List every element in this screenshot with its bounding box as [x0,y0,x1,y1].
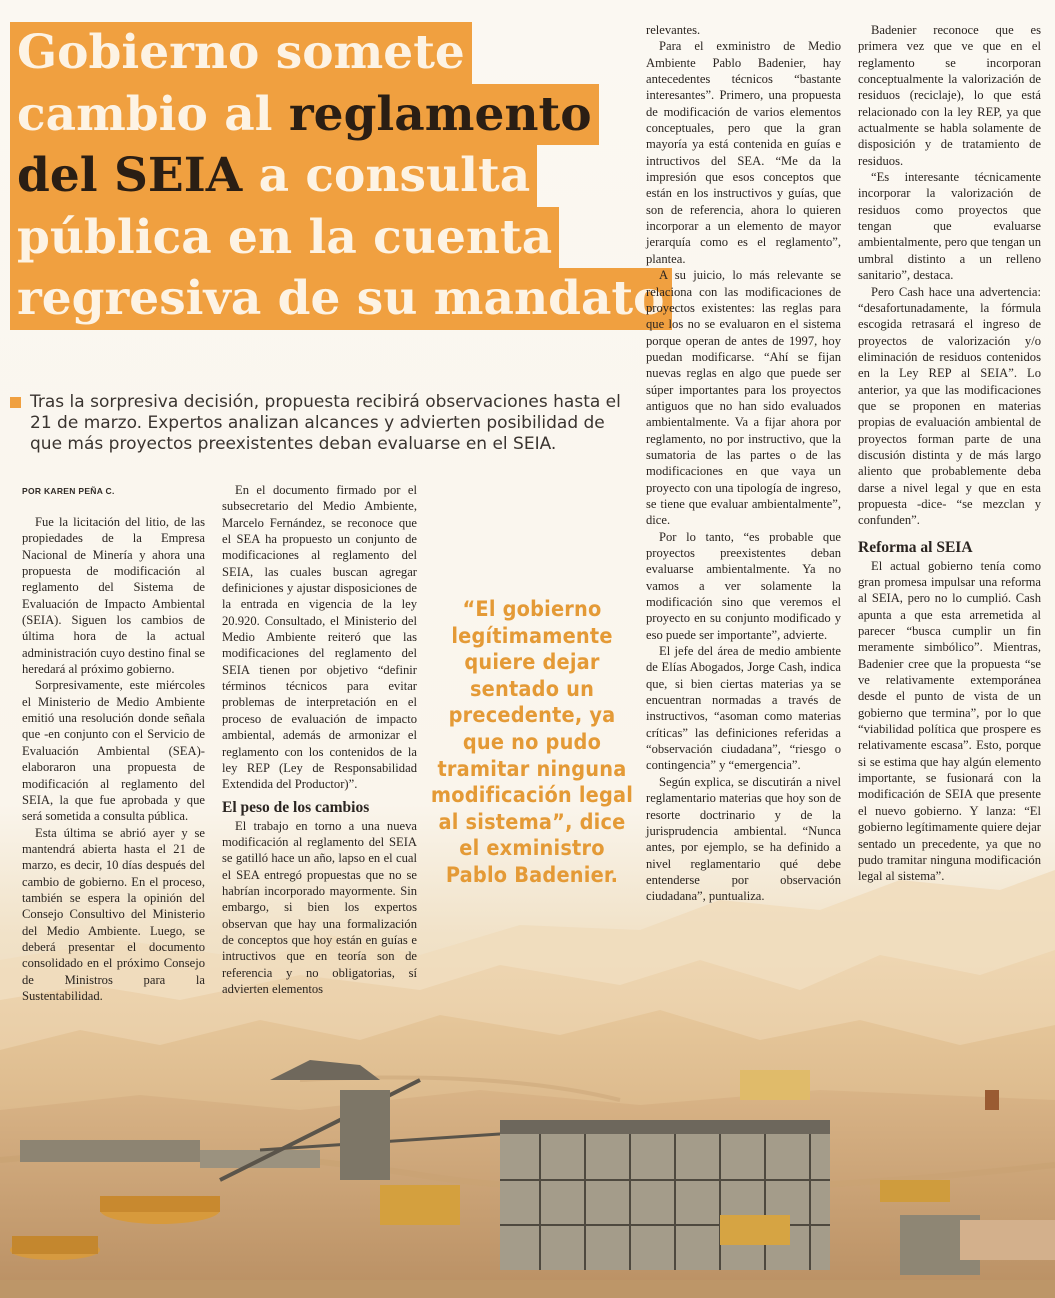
headline-line-3 [10,145,537,207]
paragraph: Por lo tanto, “es probable que proyectos preexistentes deban evaluarse ambientalmente. Ya no vamos a ver solamente la modificación sino que veremos el proyecto en su conjunto modificado y eso puede ser importante”, advierte. [646,529,841,642]
headline-line-2 [10,84,599,146]
headline [10,22,665,330]
paragraph: Pero Cash hace una advertencia: “desafortunadamente, la fórmula escogida retrasará el ingreso de proyectos de valorización y/o eliminación de residuos contenidos en la Ley REP al SEIA”. Lo anterior, ya que las modificaciones que se proponen en materias propias de evaluación ambiental de proyectos forman parte de una discusión distinta y de más largo aliento que probablemente deba darse a nivel legal y que en esta propuesta -dice- “se mezclan y confunden”. [858,284,1041,528]
pull-quote: “El gobierno legítimamente quiere dejar sentado un precedente, ya que no pudo tramitar ninguna modificación legal al sistema”, dice el exministro Pablo Badenier. [430,597,634,888]
paragraph: El actual gobierno tenía como gran promesa impulsar una reforma al SEIA, pero no lo cumplió. Cash apunta a que esta arremetida al parecer “busca cumplir un fin meramente simbólico”. Mientras, Badenier cree que la propuesta “se ve relativamente extemporánea desde el punto de vista de un gobierno que termina”, por lo que “viabilidad política que prospere es relativamente escasa”. Esto, porque si se estima que hay algún elemento importante, se fusionará con la modificación de SEIA que presente el nuevo gobierno. Y lanza: “El gobierno legítimamente quiere dejar sentado un precedente, ya que no pudo tramitar ninguna modificación legal al sistema”. [858,558,1041,884]
headline-line-5: regresiva de su mandato [10,268,672,330]
headline-line-1: Gobierno somete [10,22,472,84]
paragraph: A su juicio, lo más relevante se relaciona con las modificaciones de proyectos existentes: las reglas para que los no se evaluaron en el sistema porque operan de antes de 1997, hoy puedan modificarse. “Ahí se fijan nuevas reglas en algo que puede ser súper importantes para los proyectos antiguos que no han sido evaluados ambientalmente. Va a fijar ahora por reglamento, no por instructivo, que la sumatoria de las partes o de las modificaciones en que vaya un proyecto con una tipología de ingreso, se tiene que evaluar ambientalmente”, dice. [646,268,841,528]
headline-line-3a: del SEIA [17,148,243,203]
paragraph: Fue la licitación del litio, de las propiedades de la Empresa Nacional de Minería y ahora una propuesta de modificación al reglamento del Sistema de Evaluación de Impacto Ambiental (SEIA). Siguen los cambios de última hora de la actual administración cuyo destino final se heredará al próximo gobierno. [22,515,205,677]
column-4 [858,22,1041,885]
headline-line-2a: cambio al [17,86,289,142]
paragraph: Para el exministro de Medio Ambiente Pablo Badenier, hay antecedentes técnicos “bastante interesantes”. Primero, una propuesta de modificación de varios elementos conceptuales, pero que la gran mayoría ya está contenida en guías e intructivos del SEA. “Me da la impresión que esos conceptos que están en los instructivos y guías, que son de referencia, ahora lo quieren incorporar a un elemento de mayor jerarquía como es el reglamento”, plantea. [646,39,841,266]
headline-line-3b: a consulta [242,148,531,203]
column-1 [22,514,205,1004]
column-2 [222,482,417,997]
paragraph: Esta última se abrió ayer y se mantendrá abierta hasta el 21 de marzo, es decir, 10 días después del cambio de gobierno. En el proceso, también se espera la opinión del Consejo Consultivo del Ministerio del Medio Ambiente. Luego, se deberá presentar el documento consolidado en el próximo Consejo de Ministros para la Sustentabilidad. [22,825,205,1003]
paragraph: El trabajo en torno a una nueva modificación al reglamento del SEIA se gatilló hace un año, lapso en el cual el SEA entregó propuestas que no se habrían incorporado mayormente. Sin embargo, si bien los expertos observan que hay una formalización de conceptos que hoy están en guías e intructivos que en teoría son de referencia y no obligatorias, sí advierten elementos [222,818,417,996]
column-3 [646,22,841,905]
paragraph: Sorpresivamente, este miércoles el Ministerio de Medio Ambiente emitió una resolución donde señala que -en conjunto con el Servicio de Evaluación Ambiental (SEA)- elaboraron una propuesta de modificación al reglamento del SEIA, la que fue aprobada y que será sometida a consulta pública. [22,678,205,824]
byline: POR KAREN PEÑA C. [22,486,115,496]
paragraph: En el documento firmado por el subsecretario del Medio Ambiente, Marcelo Fernández, se reconoce que el SEA ha propuesto un conjunto de modificaciones al reglamento del SEIA, las cuales buscan agregar definiciones y ajustar disposiciones de la entrada en vigencia de la ley 20.920. Consultado, el Ministerio del Medio Ambiente reiteró que las modificaciones del reglamento del SEIA tienen por objetivo “definir términos técnicos para evitar problemas de interpretación en el proceso de evaluación de impacto ambiental, además de armonizar el reglamento con los contenidos de la ley REP (Ley de Responsabilidad Extendida del Productor)”. [222,483,417,792]
paragraph: Badenier reconoce que es primera vez que ve que en el reglamento se incorporan conceptualmente la valorización de residuos (reciclaje), lo que está relacionado con la ley REP, ya que actualmente se habla solamente de disposición y de tratamiento de residuos. [858,23,1041,168]
paragraph: relevantes. [646,23,701,37]
subheading-peso-cambios: El peso de los cambios [222,798,370,816]
subheading-reforma-seia: Reforma al SEIA [858,538,973,556]
bullet-square-icon [10,397,21,408]
paragraph: El jefe del área de medio ambiente de Elías Abogados, Jorge Cash, indica que, si bien ciertas materias ya se encuentran normadas a través de instructivos, “asoman como materias críticas” las definiciones referidas a “observación ciudadana”, “riesgo o contingencia” y “emergencia”. [646,644,841,773]
paragraph: Según explica, se discutirán a nivel reglamentario materias que hoy son de resorte doctrinario y de la jurisprudencia ambiental. “Nunca antes, por ejemplo, se ha definido a nivel reglamentario qué debe entenderse por observación ciudadana”, puntualiza. [646,774,841,904]
paragraph: “Es interesante técnicamente incorporar la valorización de residuos como proyectos que tengan que evaluarse ambientalmente, pero que tengan un umbral distinto a un relleno sanitario”, destaca. [858,170,1041,283]
headline-line-4: pública en la cuenta [10,207,559,269]
lead-text: Tras la sorpresiva decisión, propuesta recibirá observaciones hasta el 21 de marzo. Expertos analizan alcances y advierten posibilidad de que más proyectos preexistentes deban evaluarse en el SEIA. [30,392,621,454]
headline-line-2b: reglamento [288,86,592,142]
